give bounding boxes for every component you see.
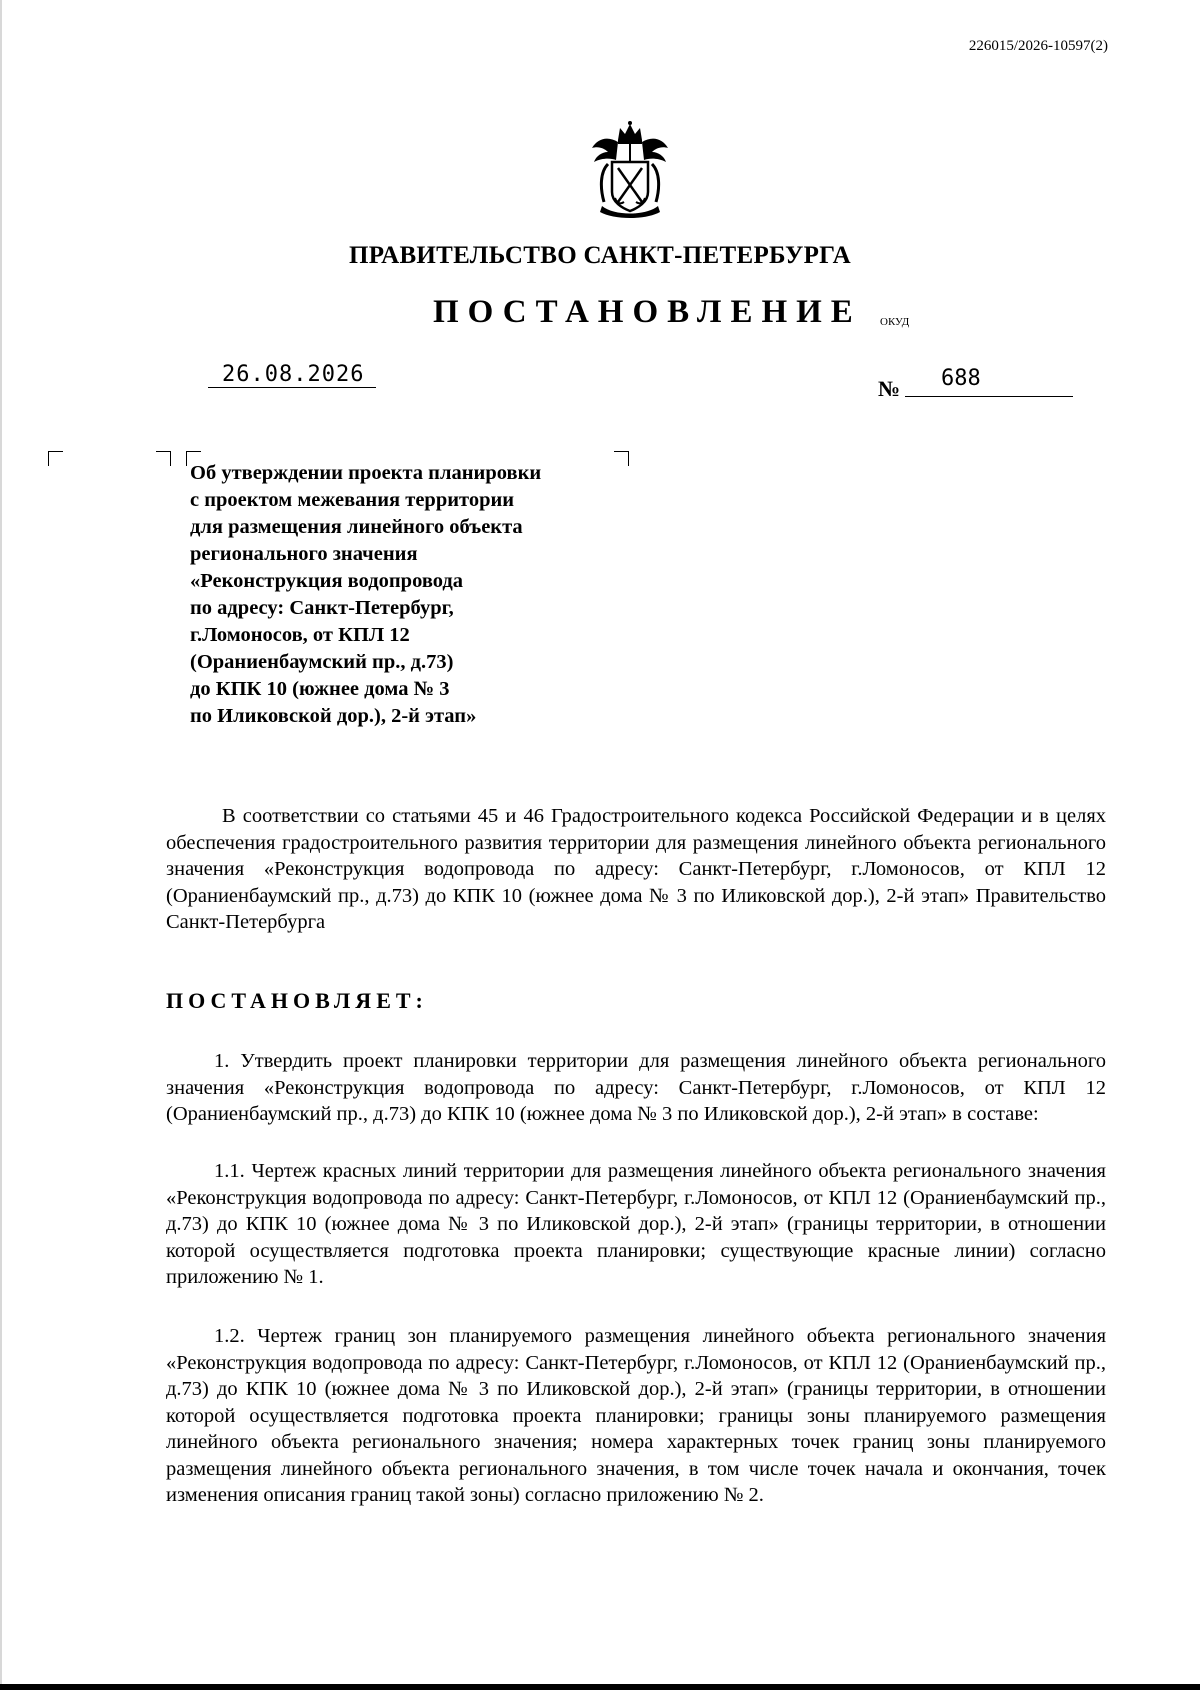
subject-line: регионального значения xyxy=(190,543,418,565)
item-1-1-paragraph: 1.1. Чертеж красных линий территории для размещения линейного объекта регионального значения «Реконструкция водопровода по адресу: Санкт-Петербург, г.Ломоносов, от КПЛ 12 (Ораниенбаумский пр., д.73) до КПК 10 (южнее дома № 3 по Иликовской дор.), 2-й этап» (границы территории, в отношении которой осуществляется подготовка проекта планировки; существующие красные линии) согласно приложению № 1. xyxy=(166,1160,1106,1288)
subject-line: Об утверждении проекта планировки xyxy=(190,462,542,484)
document-date: 26.08.2026 xyxy=(222,362,365,387)
corner-mark-top-right xyxy=(156,451,171,466)
subject-line: с проектом межевания территории xyxy=(190,489,515,511)
subject-line: до КПК 10 (южнее дома № 3 xyxy=(190,678,450,700)
okud-label: ОКУД xyxy=(880,316,910,328)
subject-line: «Реконструкция водопровода xyxy=(190,570,464,592)
decree-heading: ПОСТАНОВЛЯЕТ: xyxy=(166,988,428,1013)
subject-line: по Иликовской дор.), 2-й этап» xyxy=(190,705,477,727)
number-underline xyxy=(905,396,1073,397)
preamble-paragraph: В соответствии со статьями 45 и 46 Градостроительного кодекса Российской Федерации и в целях обеспечения градостроительного развития территории для размещения линейного объекта регионального значения «Реконструкция водопровода по адресу: Санкт-Петербург, г.Ломоносов, от КПЛ 12 (Ораниенбаумский пр., д.73) до КПК 10 (южнее дома № 3 по Иликовской дор.), 2-й этап» Правительство Санкт-Петербурга xyxy=(166,805,1106,933)
corner-mark-top-left xyxy=(48,451,63,466)
subject-line: г.Ломоносов, от КПЛ 12 xyxy=(190,624,410,646)
subject-line: (Ораниенбаумский пр., д.73) xyxy=(190,651,454,673)
government-title: ПРАВИТЕЛЬСТВО САНКТ-ПЕТЕРБУРГА xyxy=(348,242,852,269)
document-type-title: ПОСТАНОВЛЕНИЕ xyxy=(433,294,862,330)
item-1-paragraph: 1. Утвердить проект планировки территории для размещения линейного объекта регионального значения «Реконструкция водопровода по адресу: Санкт-Петербург, г.Ломоносов, от КПЛ 12 (Ораниенбаумский пр., д.73) до КПК 10 (южнее дома № 3 по Иликовской дор.), 2-й этап» в составе: xyxy=(166,1050,1106,1125)
subject-line: для размещения линейного объекта xyxy=(190,516,523,538)
scan-edge-bottom xyxy=(0,1684,1200,1690)
document-number: 688 xyxy=(941,366,981,391)
subject-line: по адресу: Санкт-Петербург, xyxy=(190,597,454,619)
item-1-2-paragraph: 1.2. Чертеж границ зон планируемого размещения линейного объекта регионального значения «Реконструкция водопровода по адресу: Санкт-Петербург, г.Ломоносов, от КПЛ 12 (Ораниенбаумский пр., д.73) до КПК 10 (южнее дома № 3 по Иликовской дор.), 2-й этап» (границы территории, в отношении которой осуществляется подготовка проекта планировки; границы зоны планируемого размещения линейного объекта регионального значения; номера характерных точек границ зоны планируемого размещения линейного объекта регионального значения, в том числе точек начала и окончания, точек изменения описания границ такой зоны) согласно приложению № 2. xyxy=(166,1325,1106,1506)
number-sign: № xyxy=(878,376,901,401)
registration-number: 226015/2026-10597(2) xyxy=(968,38,1108,54)
date-field xyxy=(208,362,376,388)
coat-of-arms-emblem xyxy=(578,118,682,222)
subject-block xyxy=(190,460,630,730)
